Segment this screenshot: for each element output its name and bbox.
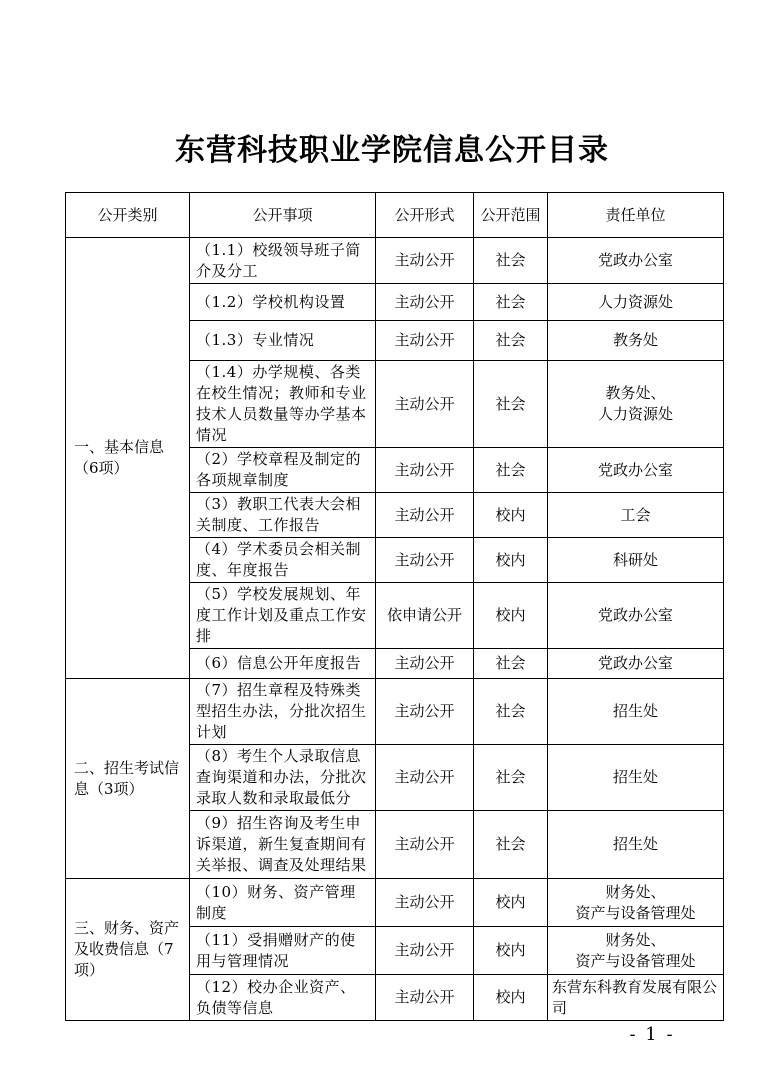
form-cell: 主动公开	[376, 649, 474, 679]
header-category: 公开类别	[66, 193, 190, 238]
page-number-wrap	[0, 1024, 784, 1045]
category-cell: 二、招生考试信息（3项）	[66, 679, 190, 879]
form-cell: 依申请公开	[376, 583, 474, 649]
unit-cell: 东营东科教育发展有限公司	[548, 975, 724, 1021]
form-cell: 主动公开	[376, 927, 474, 975]
unit-cell: 财务处、 资产与设备管理处	[548, 879, 724, 927]
scope-cell: 社会	[474, 238, 548, 284]
form-cell: 主动公开	[376, 879, 474, 927]
scope-cell: 校内	[474, 583, 548, 649]
unit-cell: 财务处、 资产与设备管理处	[548, 927, 724, 975]
scope-cell: 社会	[474, 361, 548, 448]
scope-cell: 社会	[474, 649, 548, 679]
unit-cell: 工会	[548, 493, 724, 538]
form-cell: 主动公开	[376, 745, 474, 811]
header-item: 公开事项	[190, 193, 376, 238]
form-cell: 主动公开	[376, 238, 474, 284]
item-cell: （12）校办企业资产、负债等信息	[190, 975, 376, 1021]
unit-cell: 招生处	[548, 811, 724, 879]
form-cell: 主动公开	[376, 321, 474, 361]
unit-cell: 党政办公室	[548, 649, 724, 679]
form-cell: 主动公开	[376, 361, 474, 448]
unit-cell: 人力资源处	[548, 284, 724, 321]
scope-cell: 校内	[474, 493, 548, 538]
item-cell: （1.2）学校机构设置	[190, 284, 376, 321]
scope-cell: 社会	[474, 745, 548, 811]
unit-cell: 科研处	[548, 538, 724, 583]
item-cell: （1.4）办学规模、各类在校生情况；教师和专业技术人员数量等办学基本情况	[190, 361, 376, 448]
item-cell: （1.1）校级领导班子简介及分工	[190, 238, 376, 284]
item-cell: （8）考生个人录取信息查询渠道和办法，分批次录取人数和录取最低分	[190, 745, 376, 811]
unit-cell: 教务处	[548, 321, 724, 361]
form-cell: 主动公开	[376, 493, 474, 538]
item-cell: （4）学术委员会相关制度、年度报告	[190, 538, 376, 583]
table-header-row	[66, 193, 724, 238]
scope-cell: 社会	[474, 811, 548, 879]
scope-cell: 社会	[474, 448, 548, 493]
header-scope: 公开范围	[474, 193, 548, 238]
document-title: 东营科技职业学院信息公开目录	[175, 133, 609, 168]
scope-cell: 社会	[474, 284, 548, 321]
item-cell: （5）学校发展规划、年度工作计划及重点工作安排	[190, 583, 376, 649]
item-cell: （1.3）专业情况	[190, 321, 376, 361]
page-number: - 1 -	[629, 1024, 675, 1045]
item-cell: （7）招生章程及特殊类型招生办法，分批次招生计划	[190, 679, 376, 745]
item-cell: （11）受捐赠财产的使用与管理情况	[190, 927, 376, 975]
category-cell: 三、财务、资产及收费信息（7项）	[66, 879, 190, 1021]
table-row	[66, 238, 724, 284]
category-cell: 一、基本信息（6项）	[66, 238, 190, 679]
form-cell: 主动公开	[376, 811, 474, 879]
header-unit: 责任单位	[548, 193, 724, 238]
item-cell: （9）招生咨询及考生申诉渠道，新生复查期间有关举报、调查及处理结果	[190, 811, 376, 879]
unit-cell: 招生处	[548, 745, 724, 811]
table-row	[66, 679, 724, 745]
unit-cell: 招生处	[548, 679, 724, 745]
header-form: 公开形式	[376, 193, 474, 238]
unit-cell: 党政办公室	[548, 448, 724, 493]
table-row	[66, 879, 724, 927]
scope-cell: 校内	[474, 538, 548, 583]
item-cell: （2）学校章程及制定的各项规章制度	[190, 448, 376, 493]
scope-cell: 校内	[474, 879, 548, 927]
form-cell: 主动公开	[376, 975, 474, 1021]
scope-cell: 校内	[474, 927, 548, 975]
item-cell: （6）信息公开年度报告	[190, 649, 376, 679]
unit-cell: 党政办公室	[548, 583, 724, 649]
unit-cell: 教务处、 人力资源处	[548, 361, 724, 448]
item-cell: （3）教职工代表大会相关制度、工作报告	[190, 493, 376, 538]
form-cell: 主动公开	[376, 679, 474, 745]
form-cell: 主动公开	[376, 284, 474, 321]
form-cell: 主动公开	[376, 538, 474, 583]
disclosure-catalog-table	[65, 192, 724, 1021]
scope-cell: 社会	[474, 679, 548, 745]
scope-cell: 校内	[474, 975, 548, 1021]
form-cell: 主动公开	[376, 448, 474, 493]
unit-cell: 党政办公室	[548, 238, 724, 284]
scope-cell: 社会	[474, 321, 548, 361]
item-cell: （10）财务、资产管理制度	[190, 879, 376, 927]
